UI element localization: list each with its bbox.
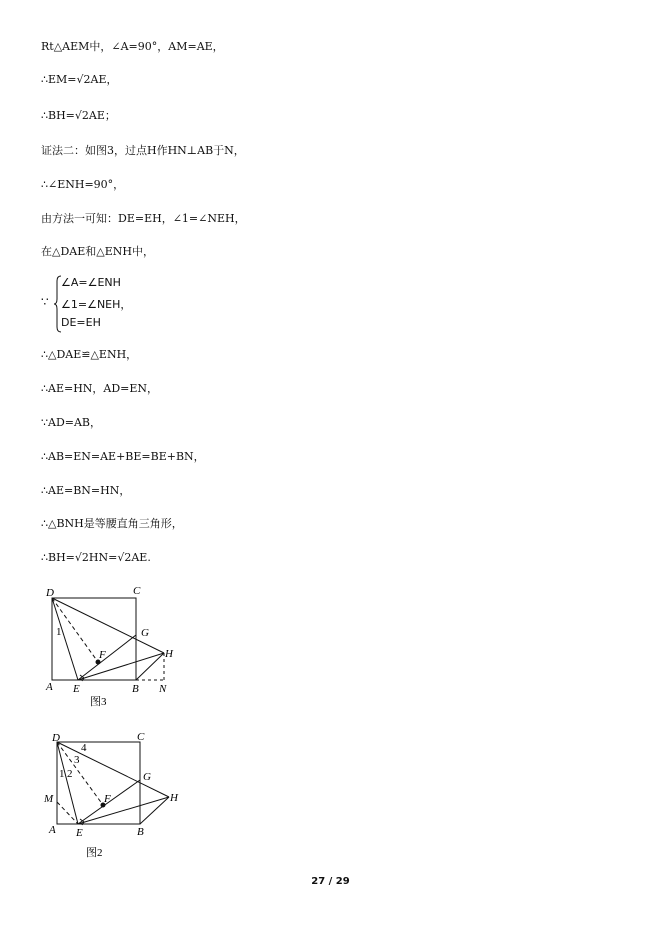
segment-dh — [52, 598, 164, 653]
text-content: ∵AD=AB， — [41, 416, 102, 429]
label-angle-2: 2 — [67, 768, 73, 780]
text-content: ∴△DAE≌△ENH， — [41, 348, 138, 361]
text-line-4 — [41, 144, 245, 158]
segment-eg — [78, 635, 136, 680]
label-m: M — [44, 793, 54, 805]
label-b: B — [137, 826, 144, 838]
label-angle-1: 1 — [59, 768, 65, 780]
text-content: ∴BH=√2AE； — [41, 109, 116, 122]
system-row-2: ∠1=∠NEH， — [61, 298, 132, 311]
text-content: Rt△AEM中，∠A=90°，AM=AE， — [41, 40, 224, 53]
label-e: E — [76, 827, 83, 839]
label-a: A — [49, 824, 56, 836]
text-content: ∴△BNH是等腰直角三角形， — [41, 517, 183, 530]
page-number: 27 / 29 — [311, 876, 350, 887]
text-line-9 — [41, 382, 158, 396]
text-line-1 — [41, 40, 224, 54]
label-angle-1: 1 — [56, 626, 62, 638]
figure-2 — [0, 725, 220, 865]
system-row-1: ∠A=∠ENH — [61, 276, 121, 289]
square-abcd — [57, 742, 140, 824]
label-d: D — [52, 732, 60, 744]
label-f: F — [104, 793, 111, 805]
text-line-2 — [41, 73, 118, 87]
label-g: G — [141, 627, 149, 639]
segment-de — [52, 598, 78, 680]
text-content: 由方法一可知：DE=EH，∠1=∠NEH， — [41, 212, 246, 225]
text-content: ∴AB=EN=AE+BE=BE+BN， — [41, 450, 205, 463]
label-e: E — [73, 683, 80, 695]
label-c: C — [137, 731, 145, 743]
segment-eh — [78, 797, 169, 824]
text-content: ∴AE=BN=HN， — [41, 484, 131, 497]
text-line-14 — [41, 551, 151, 565]
label-a: A — [46, 681, 53, 693]
text-content: ∴BH=√2HN=√2AE. — [41, 551, 151, 564]
label-d: D — [46, 587, 54, 599]
label-g: G — [143, 771, 151, 783]
label-angle-3: 3 — [74, 754, 80, 766]
segment-dh — [57, 742, 169, 797]
figure-3-caption: 图3 — [90, 696, 107, 708]
segment-eh — [78, 653, 164, 680]
text-line-3 — [41, 109, 116, 123]
label-h: H — [170, 792, 178, 804]
figure-3 — [0, 580, 220, 715]
figure-2-caption: 图2 — [86, 847, 103, 859]
text-line-8 — [41, 348, 137, 362]
label-h: H — [165, 648, 173, 660]
label-c: C — [133, 585, 141, 597]
text-line-13 — [41, 517, 183, 531]
text-line-12 — [41, 484, 130, 498]
equation-system — [41, 275, 201, 335]
text-line-6 — [41, 212, 246, 226]
label-f: F — [99, 649, 106, 661]
system-row-3: DE=EH — [61, 316, 101, 329]
because-symbol: ∵ — [41, 295, 49, 309]
text-content: ∴∠ENH=90°， — [41, 178, 125, 191]
text-line-11 — [41, 450, 205, 464]
text-line-10 — [41, 416, 101, 430]
text-content: ∴AE=HN，AD=EN， — [41, 382, 159, 395]
label-n: N — [159, 683, 167, 695]
text-content: 在△DAE和△ENH中， — [41, 245, 154, 258]
text-content: ∴EM=√2AE， — [41, 73, 118, 86]
label-angle-4: 4 — [81, 742, 87, 754]
label-b: B — [132, 683, 139, 695]
text-line-5 — [41, 178, 124, 192]
text-content: 证法二：如图3，过点H作HN⊥AB于N， — [41, 144, 245, 157]
text-line-7 — [41, 245, 154, 259]
